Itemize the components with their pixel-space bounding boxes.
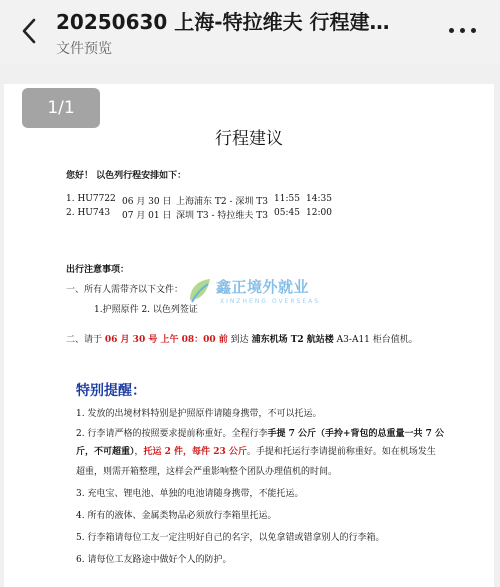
- top-bar: [0, 0, 500, 64]
- leaf-logo-icon: [186, 276, 214, 306]
- more-button[interactable]: [440, 16, 484, 44]
- reminder-2b-rest: 。手提和托运行李请提前称重好。如在机场发生: [246, 447, 436, 457]
- flight-1-date: 06 月 30 日: [122, 197, 172, 207]
- chevron-left-icon: [21, 18, 37, 44]
- note-2-prefix: 二、请于: [66, 335, 103, 345]
- reminder-2a-bold: 手提 7 公斤（手拎+背包的总重量一共 7 公: [267, 429, 445, 439]
- note-2-suffix: A3-A11 柜台值机。: [336, 335, 418, 345]
- reminder-4: 4. 所有的液体、金属类物品必须放行李箱里托运。: [76, 511, 277, 521]
- flight-2-route: 深圳 T3 - 特拉维夫 T3: [176, 211, 268, 221]
- document-page: [4, 84, 494, 587]
- note-1-items: 1.护照原件 2. 以色列签证: [94, 305, 198, 315]
- reminder-2a: [76, 426, 444, 439]
- reminder-2b-bold: 斤，不可超重）: [76, 447, 135, 457]
- flight-2-dep: 05:45: [274, 208, 300, 218]
- flight-1-arr: 14:35: [306, 194, 332, 204]
- note-2-time: 06 月 30 号 上午 08：00 前: [104, 335, 228, 345]
- watermark-text: 鑫正境外就业: [216, 278, 310, 296]
- more-dot: [471, 28, 476, 33]
- reminder-2b-red: 托运 2 件，每件 23 公斤: [143, 447, 247, 457]
- reminder-2a-prefix: 2. 行李请严格的按照要求提前称重好。全程行李: [76, 429, 268, 439]
- flight-1-no: 1. HU7722: [66, 194, 116, 204]
- watermark-subtext: XINZHENG OVERSEAS: [220, 298, 321, 305]
- document-content: [4, 84, 494, 587]
- flight-2-no: 2. HU743: [66, 208, 111, 218]
- doc-title: 行程建议: [215, 129, 283, 149]
- reminder-2b-sep: ，: [134, 447, 144, 457]
- reminder-1: 1. 发放的出境材料特别是护照原件请随身携带，不可以托运。: [76, 409, 322, 419]
- reminder-5: 5. 行李箱请每位工友一定注明好自己的名字，以免拿错或错拿别人的行李箱。: [76, 533, 385, 543]
- flight-2-date: 07 月 01 日: [122, 211, 172, 221]
- note-2-place: 浦东机场 T2 航站楼: [251, 335, 334, 345]
- notes-heading: 出行注意事项：: [66, 265, 130, 275]
- reminder-6: 6. 请每位工友路途中做好个人的防护。: [76, 555, 232, 565]
- watermark: [186, 276, 326, 318]
- more-dots-icon: [449, 28, 454, 33]
- page-indicator: 1/1: [22, 88, 100, 128]
- note-2: [66, 332, 418, 345]
- flight-1-route: 上海浦东 T2 - 深圳 T3: [176, 197, 268, 207]
- note-1: 一、所有人需带齐以下文件：: [66, 285, 184, 295]
- reminder-2c: 超重，则需开箱整理，这样会严重影响整个团队办理值机的时间。: [76, 467, 338, 477]
- reminder-3: 3. 充电宝、锂电池、单独的电池请随身携带，不能托运。: [76, 489, 304, 499]
- more-dot: [460, 28, 465, 33]
- flight-2-arr: 12:00: [306, 208, 332, 218]
- reminder-heading: 特别提醒：: [76, 383, 146, 399]
- greeting: 您好！ 以色列行程安排如下：: [66, 171, 187, 181]
- flight-1-dep: 11:55: [274, 194, 300, 204]
- back-button[interactable]: [14, 14, 44, 48]
- file-title: 20250630 上海-特拉维夫 行程建…: [56, 10, 390, 34]
- note-2-mid: 到达: [230, 335, 249, 345]
- reminder-2b: [76, 444, 436, 457]
- file-preview-label: 文件预览: [56, 41, 112, 57]
